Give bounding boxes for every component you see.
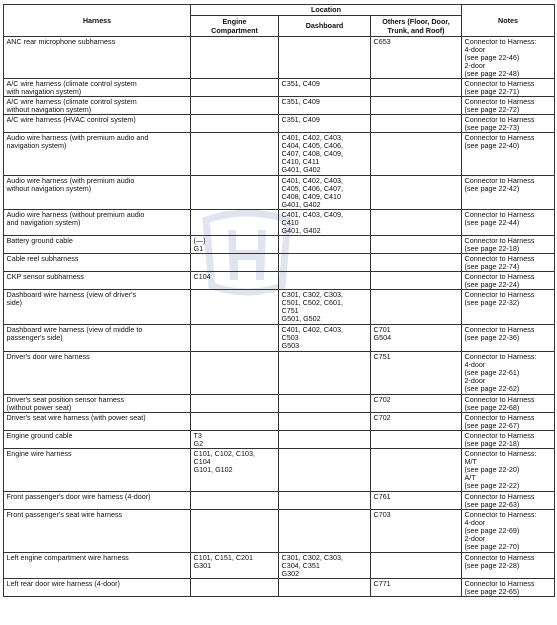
others-cell: [371, 290, 462, 325]
harness-name: Driver's seat wire harness (with power seat): [4, 413, 191, 431]
header-row-top: [4, 5, 555, 16]
engine-cell: [191, 510, 279, 553]
harness-location-table: [3, 4, 555, 597]
notes-cell: Connector to Harness (see page 22-24): [462, 272, 555, 290]
others-cell: C751: [371, 352, 462, 395]
table-row: [4, 236, 555, 254]
others-cell: C702: [371, 413, 462, 431]
others-cell: [371, 272, 462, 290]
others-cell: C653: [371, 37, 462, 79]
harness-name: CKP sensor subharness: [4, 272, 191, 290]
dashboard-cell: [279, 579, 371, 597]
notes-cell: Connector to Harness: 4-door (see page 22-69) 2-door (see page 22-70): [462, 510, 555, 553]
engine-cell: [191, 133, 279, 176]
notes-cell: Connector to Harness (see page 22-74): [462, 254, 555, 272]
table-row: [4, 272, 555, 290]
notes-cell: Connector to Harness (see page 22-73): [462, 115, 555, 133]
table-row: [4, 133, 555, 176]
engine-cell: [191, 115, 279, 133]
header-harness: Harness: [4, 5, 191, 37]
others-cell: C701 G504: [371, 325, 462, 352]
engine-cell: [191, 254, 279, 272]
others-cell: C761: [371, 492, 462, 510]
notes-cell: Connector to Harness (see page 22-18): [462, 431, 555, 449]
harness-name: Driver's seat position sensor harness (without power seat): [4, 395, 191, 413]
harness-name: Audio wire harness (without premium audio and navigation system): [4, 210, 191, 236]
others-cell: [371, 553, 462, 579]
engine-cell: C104: [191, 272, 279, 290]
harness-name: Dashboard wire harness (view of middle to passenger's side): [4, 325, 191, 352]
engine-cell: (—) G1: [191, 236, 279, 254]
others-cell: C702: [371, 395, 462, 413]
others-cell: [371, 431, 462, 449]
harness-name: Front passenger's seat wire harness: [4, 510, 191, 553]
notes-cell: Connector to Harness (see page 22-36): [462, 325, 555, 352]
engine-cell: C101, C102, C103, C104 G101, G102: [191, 449, 279, 492]
others-cell: [371, 133, 462, 176]
dashboard-cell: C351, C409: [279, 79, 371, 97]
notes-cell: Connector to Harness (see page 22-28): [462, 553, 555, 579]
notes-cell: Connector to Harness (see page 22-72): [462, 97, 555, 115]
table-row: [4, 176, 555, 210]
table-row: [4, 413, 555, 431]
harness-name: Battery ground cable: [4, 236, 191, 254]
table-row: [4, 254, 555, 272]
dashboard-cell: [279, 37, 371, 79]
table-row: [4, 492, 555, 510]
table-row: [4, 79, 555, 97]
dashboard-cell: [279, 395, 371, 413]
header-dashboard: Dashboard: [279, 16, 371, 37]
dashboard-cell: C401, C403, C409, C410 G401, G402: [279, 210, 371, 236]
engine-cell: C101, C151, C201 G301: [191, 553, 279, 579]
others-cell: [371, 79, 462, 97]
notes-cell: Connector to Harness (see page 22-63): [462, 492, 555, 510]
harness-name: Audio wire harness (with premium audio without navigation system): [4, 176, 191, 210]
engine-cell: [191, 176, 279, 210]
dashboard-cell: [279, 431, 371, 449]
others-cell: [371, 236, 462, 254]
dashboard-cell: [279, 272, 371, 290]
harness-name: Engine ground cable: [4, 431, 191, 449]
table-row: [4, 579, 555, 597]
dashboard-cell: [279, 449, 371, 492]
harness-name: Front passenger's door wire harness (4-door): [4, 492, 191, 510]
table-row: [4, 431, 555, 449]
others-cell: [371, 210, 462, 236]
table-row: [4, 210, 555, 236]
engine-cell: [191, 579, 279, 597]
engine-cell: [191, 395, 279, 413]
engine-cell: [191, 290, 279, 325]
dashboard-cell: C351, C409: [279, 97, 371, 115]
notes-cell: Connector to Harness (see page 22-68): [462, 395, 555, 413]
table-row: [4, 290, 555, 325]
table-row: [4, 510, 555, 553]
harness-name: A/C wire harness (HVAC control system): [4, 115, 191, 133]
dashboard-cell: [279, 254, 371, 272]
notes-cell: Connector to Harness (see page 22-71): [462, 79, 555, 97]
harness-name: Left engine compartment wire harness: [4, 553, 191, 579]
engine-cell: [191, 37, 279, 79]
notes-cell: Connector to Harness (see page 22-42): [462, 176, 555, 210]
table-row: [4, 352, 555, 395]
others-cell: [371, 115, 462, 133]
engine-cell: [191, 79, 279, 97]
table-row: [4, 395, 555, 413]
harness-name: ANC rear microphone subharness: [4, 37, 191, 79]
notes-cell: Connector to Harness: 4-door (see page 22-46) 2-door (see page 22-48): [462, 37, 555, 79]
dashboard-cell: C401, C402, C403, C503 G503: [279, 325, 371, 352]
dashboard-cell: C301, C302, C303, C501, C502, C601, C751 G501, G502: [279, 290, 371, 325]
table-row: [4, 97, 555, 115]
engine-cell: [191, 492, 279, 510]
harness-name: Driver's door wire harness: [4, 352, 191, 395]
engine-cell: [191, 97, 279, 115]
notes-cell: Connector to Harness (see page 22-67): [462, 413, 555, 431]
notes-cell: Connector to Harness (see page 22-40): [462, 133, 555, 176]
table-row: [4, 449, 555, 492]
engine-cell: [191, 210, 279, 236]
harness-name: Left rear door wire harness (4-door): [4, 579, 191, 597]
others-cell: C771: [371, 579, 462, 597]
notes-cell: Connector to Harness (see page 22-32): [462, 290, 555, 325]
dashboard-cell: C351, C409: [279, 115, 371, 133]
others-cell: C703: [371, 510, 462, 553]
others-cell: [371, 449, 462, 492]
header-location: Location: [191, 5, 462, 16]
header-notes: Notes: [462, 5, 555, 37]
table-row: [4, 115, 555, 133]
engine-cell: [191, 413, 279, 431]
notes-cell: Connector to Harness (see page 22-18): [462, 236, 555, 254]
others-cell: [371, 254, 462, 272]
dashboard-cell: C401, C402, C403, C405, C406, C407, C408, C409, C410 G401, G402: [279, 176, 371, 210]
dashboard-cell: C301, C302, C303, C304, C351 G302: [279, 553, 371, 579]
harness-name: A/C wire harness (climate control system without navigation system): [4, 97, 191, 115]
engine-cell: T3 G2: [191, 431, 279, 449]
engine-cell: [191, 352, 279, 395]
dashboard-cell: [279, 352, 371, 395]
harness-name: Engine wire harness: [4, 449, 191, 492]
dashboard-cell: C401, C402, C403, C404, C405, C406, C407, C408, C409, C410, C411 G401, G402: [279, 133, 371, 176]
dashboard-cell: [279, 236, 371, 254]
harness-name: A/C wire harness (climate control system with navigation system): [4, 79, 191, 97]
engine-cell: [191, 325, 279, 352]
table-row: [4, 325, 555, 352]
harness-name: Audio wire harness (with premium audio and navigation system): [4, 133, 191, 176]
harness-name: Cable reel subharness: [4, 254, 191, 272]
header-engine-compartment: Engine Compartment: [191, 16, 279, 37]
table-row: [4, 553, 555, 579]
notes-cell: Connector to Harness (see page 22-44): [462, 210, 555, 236]
others-cell: [371, 176, 462, 210]
dashboard-cell: [279, 413, 371, 431]
dashboard-cell: [279, 492, 371, 510]
harness-name: Dashboard wire harness (view of driver's side): [4, 290, 191, 325]
others-cell: [371, 97, 462, 115]
notes-cell: Connector to Harness: M/T (see page 22-20) A/T (see page 22-22): [462, 449, 555, 492]
header-others: Others (Floor, Door, Trunk, and Roof): [371, 16, 462, 37]
notes-cell: Connector to Harness: 4-door (see page 22-61) 2-door (see page 22-62): [462, 352, 555, 395]
notes-cell: Connector to Harness (see page 22-65): [462, 579, 555, 597]
dashboard-cell: [279, 510, 371, 553]
table-row: [4, 37, 555, 79]
